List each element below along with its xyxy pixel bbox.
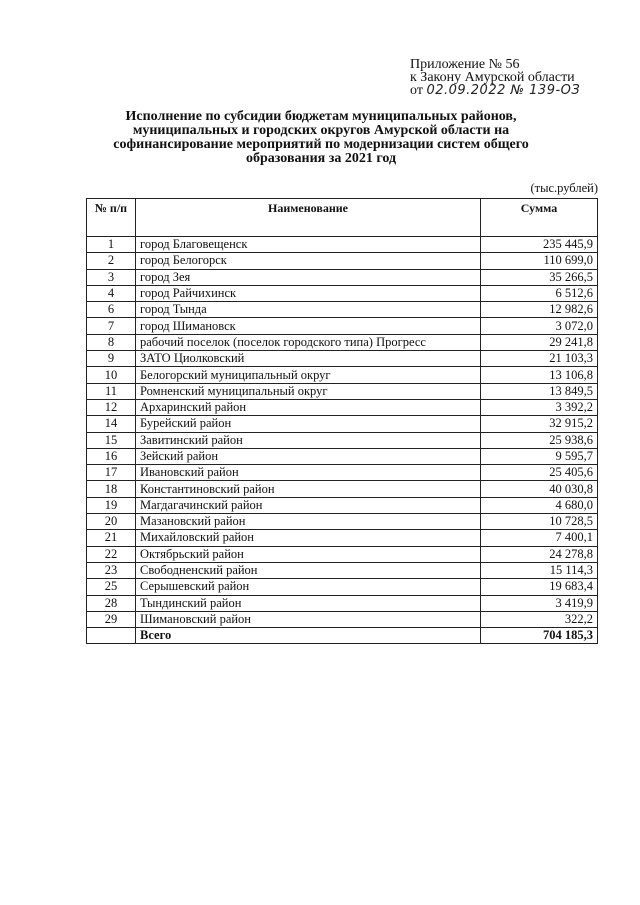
table-row — [87, 416, 598, 432]
table-row — [87, 334, 598, 350]
row-name-cell: город Благовещенск — [136, 237, 481, 253]
row-amount-cell: 3 419,9 — [481, 595, 598, 611]
row-amount-cell: 13 106,8 — [481, 367, 598, 383]
row-amount-cell: 10 728,5 — [481, 514, 598, 530]
appendix-number: Приложение № 56 — [410, 57, 520, 72]
table-row — [87, 562, 598, 578]
unit-label: (тыс.рублей) — [530, 181, 598, 195]
table-row — [87, 237, 598, 253]
table-row — [87, 269, 598, 285]
row-number-cell: 16 — [87, 448, 136, 464]
row-number-cell: 29 — [87, 611, 136, 627]
row-amount-cell: 110 699,0 — [481, 253, 598, 269]
row-number-cell: 19 — [87, 497, 136, 513]
row-name-cell: город Белогорск — [136, 253, 481, 269]
table-row — [87, 318, 598, 334]
row-amount-cell: 322,2 — [481, 611, 598, 627]
row-name-cell: рабочий поселок (поселок городского типа) Прогресс — [136, 334, 481, 350]
row-name-cell: город Райчихинск — [136, 285, 481, 301]
row-amount-cell: 32 915,2 — [481, 416, 598, 432]
appendix-law-reference: к Закону Амурской области — [410, 70, 575, 85]
column-header-name: Наименование — [136, 199, 481, 237]
total-label: Всего — [136, 628, 481, 644]
row-amount-cell: 7 400,1 — [481, 530, 598, 546]
table-row — [87, 383, 598, 399]
row-amount-cell: 21 103,3 — [481, 351, 598, 367]
table-body — [87, 237, 598, 644]
row-name-cell: Завитинский район — [136, 432, 481, 448]
row-number-cell: 6 — [87, 302, 136, 318]
row-amount-cell: 15 114,3 — [481, 562, 598, 578]
row-name-cell: Тындинский район — [136, 595, 481, 611]
row-amount-cell: 3 072,0 — [481, 318, 598, 334]
subsidy-table — [86, 198, 598, 644]
row-amount-cell: 35 266,5 — [481, 269, 598, 285]
table-row — [87, 611, 598, 627]
row-number-cell: 7 — [87, 318, 136, 334]
row-number-cell: 25 — [87, 579, 136, 595]
row-name-cell: Константиновский район — [136, 481, 481, 497]
row-amount-cell: 25 405,6 — [481, 465, 598, 481]
table-row — [87, 514, 598, 530]
row-number-cell: 18 — [87, 481, 136, 497]
table-total-row — [87, 628, 598, 644]
table-row — [87, 465, 598, 481]
row-number-cell: 12 — [87, 399, 136, 415]
table-row — [87, 595, 598, 611]
row-name-cell: Магдагачинский район — [136, 497, 481, 513]
table-row — [87, 481, 598, 497]
total-number-cell — [87, 628, 136, 644]
row-amount-cell: 3 392,2 — [481, 399, 598, 415]
row-number-cell: 22 — [87, 546, 136, 562]
row-name-cell: Свободненский район — [136, 562, 481, 578]
row-number-cell: 8 — [87, 334, 136, 350]
document-title: Исполнение по субсидии бюджетам муниципальных районов, муниципальных и городских округов Амурской области на софинансирование мероприятий по модернизации систем общего образования за 2021 год — [113, 109, 529, 166]
appendix-date-line — [410, 84, 580, 97]
row-name-cell: Зейский район — [136, 448, 481, 464]
row-number-cell: 1 — [87, 237, 136, 253]
row-name-cell: город Зея — [136, 269, 481, 285]
row-name-cell: Михайловский район — [136, 530, 481, 546]
row-amount-cell: 24 278,8 — [481, 546, 598, 562]
row-amount-cell: 13 849,5 — [481, 383, 598, 399]
table-row — [87, 399, 598, 415]
row-number-cell: 17 — [87, 465, 136, 481]
row-amount-cell: 40 030,8 — [481, 481, 598, 497]
table-row — [87, 302, 598, 318]
row-name-cell: Мазановский район — [136, 514, 481, 530]
appendix-date-prefix: от — [410, 83, 423, 98]
row-name-cell: Ивановский район — [136, 465, 481, 481]
row-name-cell: Бурейский район — [136, 416, 481, 432]
row-name-cell: Белогорский муниципальный округ — [136, 367, 481, 383]
row-amount-cell: 12 982,6 — [481, 302, 598, 318]
row-amount-cell: 6 512,6 — [481, 285, 598, 301]
table-row — [87, 253, 598, 269]
column-header-number: № п/п — [87, 199, 136, 237]
row-number-cell: 9 — [87, 351, 136, 367]
appendix-header — [410, 58, 580, 97]
row-number-cell: 21 — [87, 530, 136, 546]
row-number-cell: 2 — [87, 253, 136, 269]
row-amount-cell: 25 938,6 — [481, 432, 598, 448]
row-name-cell: Серышевский район — [136, 579, 481, 595]
table-row — [87, 579, 598, 595]
table-row — [87, 497, 598, 513]
row-number-cell: 14 — [87, 416, 136, 432]
row-number-cell: 4 — [87, 285, 136, 301]
row-name-cell: ЗАТО Циолковский — [136, 351, 481, 367]
row-name-cell: Октябрьский район — [136, 546, 481, 562]
row-name-cell: Ромненский муниципальный округ — [136, 383, 481, 399]
row-amount-cell: 4 680,0 — [481, 497, 598, 513]
row-name-cell: Архаринский район — [136, 399, 481, 415]
table-row — [87, 351, 598, 367]
row-name-cell: Шимановский район — [136, 611, 481, 627]
row-amount-cell: 235 445,9 — [481, 237, 598, 253]
table-row — [87, 448, 598, 464]
row-number-cell: 28 — [87, 595, 136, 611]
table-row — [87, 530, 598, 546]
row-number-cell: 11 — [87, 383, 136, 399]
table-row — [87, 432, 598, 448]
row-amount-cell: 29 241,8 — [481, 334, 598, 350]
row-number-cell: 3 — [87, 269, 136, 285]
row-name-cell: город Тында — [136, 302, 481, 318]
row-number-cell: 20 — [87, 514, 136, 530]
row-amount-cell: 9 595,7 — [481, 448, 598, 464]
table-row — [87, 367, 598, 383]
table-row — [87, 285, 598, 301]
table-row — [87, 546, 598, 562]
row-amount-cell: 19 683,4 — [481, 579, 598, 595]
table-header-row — [87, 199, 598, 237]
column-header-amount: Сумма — [481, 199, 598, 237]
row-number-cell: 15 — [87, 432, 136, 448]
row-number-cell: 10 — [87, 367, 136, 383]
handwritten-date-number: 02.09.2022 № 139-ОЗ — [426, 83, 581, 98]
total-amount: 704 185,3 — [481, 628, 598, 644]
row-number-cell: 23 — [87, 562, 136, 578]
row-name-cell: город Шимановск — [136, 318, 481, 334]
